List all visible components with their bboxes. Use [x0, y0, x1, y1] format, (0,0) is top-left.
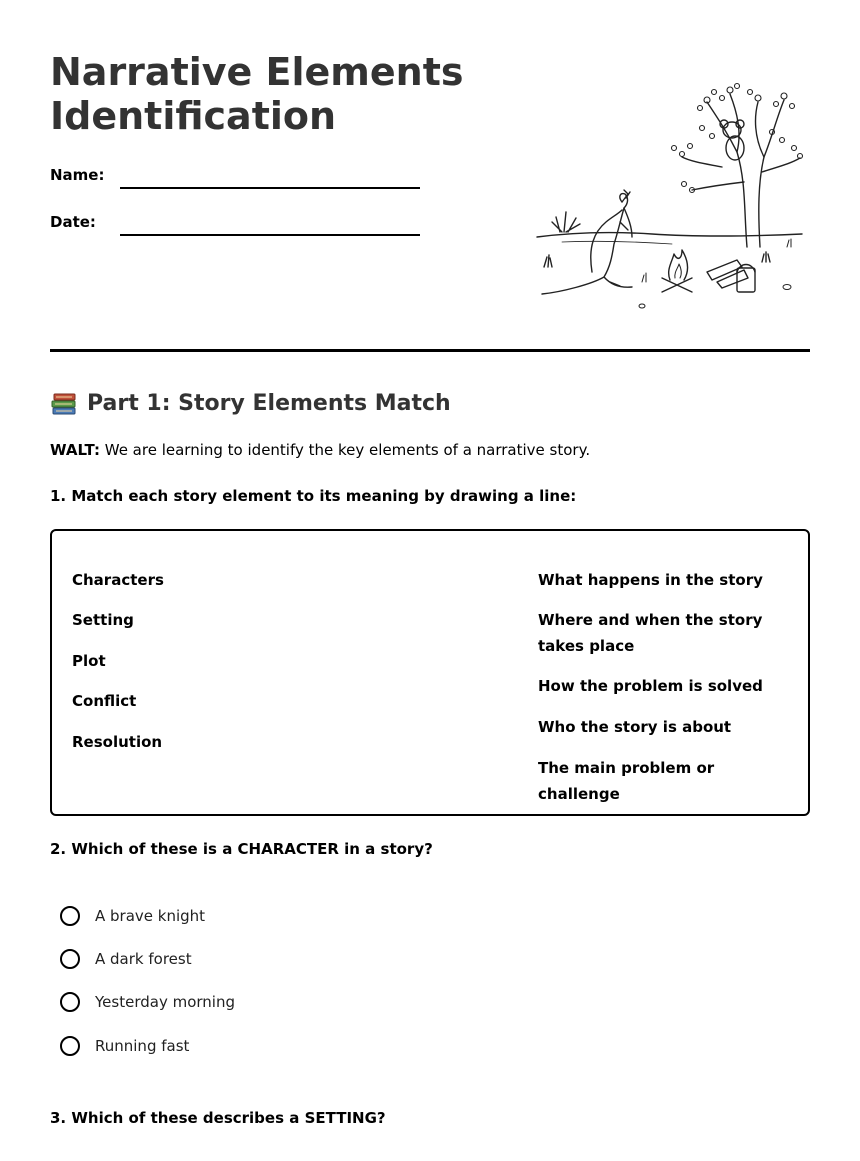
option-label: Yesterday morning — [95, 993, 235, 1011]
term-item[interactable]: Conflict — [72, 692, 137, 710]
option-label: Running fast — [95, 1037, 190, 1055]
term-item[interactable]: Plot — [72, 652, 106, 670]
term-item[interactable]: Setting — [72, 611, 134, 629]
books-icon — [50, 390, 78, 418]
meaning-item[interactable]: How the problem is solved — [538, 677, 763, 695]
worksheet-title: Narrative Elements Identification — [50, 50, 464, 138]
walt-label: WALT: — [50, 441, 100, 459]
outback-illustration — [532, 72, 812, 322]
meaning-item[interactable]: Where and when the story takes place — [538, 611, 763, 655]
radio-button[interactable] — [60, 949, 80, 969]
part1-title: Part 1: Story Elements Match — [87, 391, 451, 416]
radio-button[interactable] — [60, 1036, 80, 1056]
question-3: 3. Which of these describes a SETTING? — [50, 1109, 386, 1127]
q2-option[interactable] — [60, 906, 205, 926]
walt-statement — [50, 440, 590, 460]
term-item[interactable]: Resolution — [72, 733, 163, 751]
q2-option[interactable] — [60, 992, 235, 1012]
option-label: A brave knight — [95, 907, 206, 925]
header-divider — [50, 349, 810, 352]
date-field-line[interactable] — [120, 234, 420, 236]
matching-box — [50, 529, 810, 816]
option-label: A dark forest — [95, 950, 192, 968]
meaning-item[interactable]: The main problem or challenge — [538, 759, 715, 803]
q2-option[interactable] — [60, 949, 192, 969]
radio-button[interactable] — [60, 906, 80, 926]
question-1: 1. Match each story element to its meaning by drawing a line: — [50, 487, 577, 505]
name-field-line[interactable] — [120, 187, 420, 189]
meaning-item[interactable]: Who the story is about — [538, 718, 732, 736]
radio-button[interactable] — [60, 992, 80, 1012]
question-2: 2. Which of these is a CHARACTER in a story? — [50, 840, 433, 858]
part1-heading — [50, 388, 451, 420]
date-label: Date: — [50, 213, 96, 231]
term-item[interactable]: Characters — [72, 571, 164, 589]
q2-option[interactable] — [60, 1036, 189, 1056]
meaning-item[interactable]: What happens in the story — [538, 571, 763, 589]
name-label: Name: — [50, 166, 105, 184]
walt-text: We are learning to identify the key elements of a narrative story. — [99, 441, 591, 459]
